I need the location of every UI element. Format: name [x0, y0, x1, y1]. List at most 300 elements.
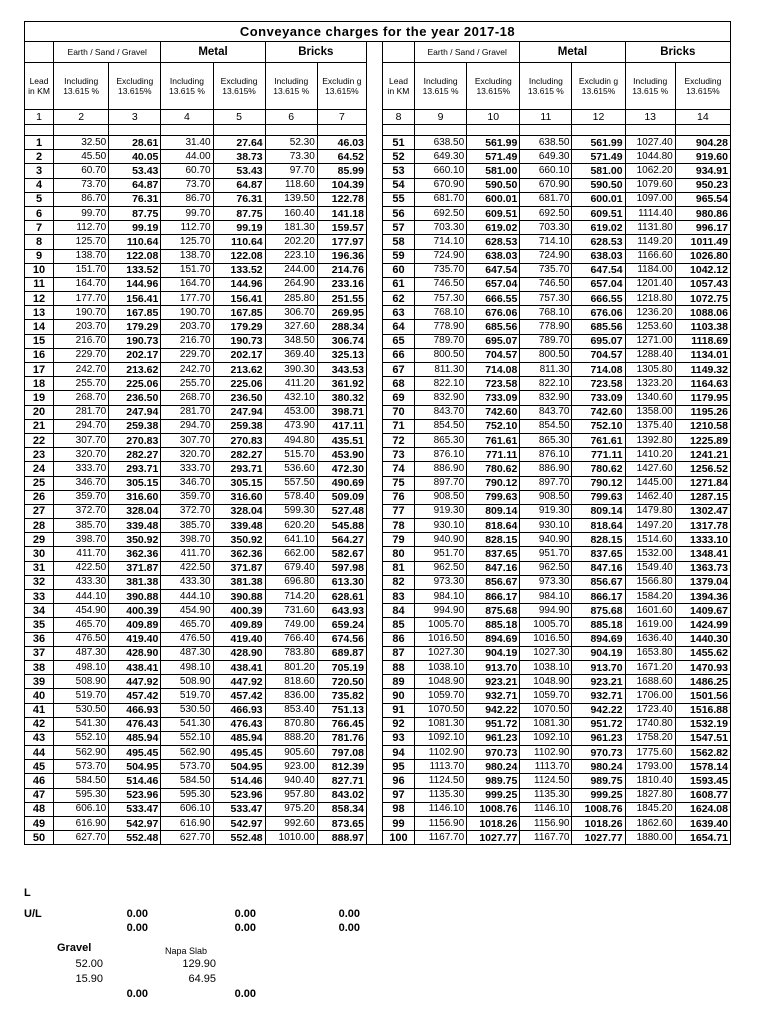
charge-cell: 409.89	[213, 618, 265, 632]
charge-cell: 523.96	[213, 788, 265, 802]
charge-cell: 904.28	[675, 136, 730, 150]
charge-cell: 1079.60	[625, 178, 675, 192]
charge-cell: 723.58	[467, 377, 520, 391]
charge-cell: 346.70	[54, 476, 109, 490]
charge-cell: 268.70	[161, 391, 213, 405]
charge-cell: 1088.06	[675, 306, 730, 320]
lead-km-cell: 88	[382, 660, 414, 674]
charge-cell: 609.51	[572, 206, 625, 220]
column-gap	[366, 731, 382, 745]
table-row	[25, 363, 731, 377]
charge-cell: 1059.70	[520, 689, 572, 703]
charge-cell: 573.70	[54, 760, 109, 774]
charge-cell: 494.80	[265, 433, 317, 447]
charge-cell: 285.80	[265, 292, 317, 306]
charge-cell: 761.61	[467, 433, 520, 447]
charge-cell: 1179.95	[675, 391, 730, 405]
header-including: Including 13.615 %	[265, 63, 317, 110]
charge-cell: 1201.40	[625, 277, 675, 291]
charge-cell: 1027.30	[415, 646, 467, 660]
lead-km-cell: 74	[382, 462, 414, 476]
charge-cell: 638.03	[467, 249, 520, 263]
charge-cell: 46.03	[317, 136, 366, 150]
header-including: Including 13.615 %	[520, 63, 572, 110]
lead-km-cell: 93	[382, 731, 414, 745]
charge-cell: 495.45	[109, 746, 161, 760]
table-row	[25, 391, 731, 405]
charge-cell: 847.16	[467, 561, 520, 575]
lead-km-cell: 4	[25, 178, 54, 192]
charge-cell: 757.30	[520, 292, 572, 306]
lead-km-cell: 96	[382, 774, 414, 788]
charge-cell: 885.18	[572, 618, 625, 632]
charge-cell: 1601.60	[625, 604, 675, 618]
lead-km-cell: 41	[25, 703, 54, 717]
lead-km-cell: 25	[25, 476, 54, 490]
lead-km-cell: 6	[25, 206, 54, 220]
ul-label: U/L	[24, 908, 42, 920]
charge-cell: 409.89	[109, 618, 161, 632]
charge-cell: 1619.00	[625, 618, 675, 632]
charge-cell: 236.50	[213, 391, 265, 405]
spacer-cell	[625, 125, 675, 136]
charge-cell: 1097.00	[625, 192, 675, 206]
charge-cell: 681.70	[520, 192, 572, 206]
charge-cell: 627.70	[54, 831, 109, 845]
column-gap	[366, 675, 382, 689]
charge-cell: 616.90	[161, 817, 213, 831]
charge-cell: 904.19	[467, 646, 520, 660]
column-gap	[366, 802, 382, 816]
charge-cell: 294.70	[54, 419, 109, 433]
column-number: 13	[625, 110, 675, 125]
lead-km-cell: 2	[25, 150, 54, 164]
gravel-value: 52.00	[75, 958, 103, 970]
header-lead: Lead in KM	[25, 63, 54, 110]
column-gap	[366, 646, 382, 660]
table-row	[25, 774, 731, 788]
charge-cell: 307.70	[161, 433, 213, 447]
charge-cell: 751.13	[317, 703, 366, 717]
lead-km-cell: 82	[382, 575, 414, 589]
charge-cell: 179.29	[109, 320, 161, 334]
charge-cell: 190.70	[54, 306, 109, 320]
charge-cell: 923.00	[265, 760, 317, 774]
lead-km-cell: 7	[25, 221, 54, 235]
charge-cell: 359.70	[54, 490, 109, 504]
charge-cell: 1146.10	[520, 802, 572, 816]
table-row	[25, 263, 731, 277]
charge-cell: 293.71	[109, 462, 161, 476]
lead-km-cell: 97	[382, 788, 414, 802]
table-row	[25, 377, 731, 391]
lead-km-cell: 42	[25, 717, 54, 731]
charge-cell: 837.65	[467, 547, 520, 561]
lead-km-cell: 14	[25, 320, 54, 334]
charge-cell: 530.50	[54, 703, 109, 717]
table-row	[25, 788, 731, 802]
column-gap	[366, 561, 382, 575]
charge-cell: 533.47	[109, 802, 161, 816]
charge-cell: 1653.80	[625, 646, 675, 660]
lead-group-blank	[382, 42, 414, 63]
lead-km-cell: 15	[25, 334, 54, 348]
charge-cell: 541.30	[54, 717, 109, 731]
group-bricks-right: Bricks	[625, 42, 730, 63]
column-number: 11	[520, 110, 572, 125]
charge-cell: 1608.77	[675, 788, 730, 802]
lead-km-cell: 81	[382, 561, 414, 575]
charge-cell: 649.30	[520, 150, 572, 164]
charge-cell: 268.70	[54, 391, 109, 405]
charge-cell: 1102.90	[415, 746, 467, 760]
charge-cell: 99.19	[213, 221, 265, 235]
charge-cell: 328.04	[109, 504, 161, 518]
charge-cell: 994.90	[415, 604, 467, 618]
group-earth-right: Earth / Sand / Gravel	[415, 42, 520, 63]
charge-cell: 1775.60	[625, 746, 675, 760]
spacer-cell	[25, 125, 54, 136]
group-bricks-left: Bricks	[265, 42, 366, 63]
charge-cell: 281.70	[54, 405, 109, 419]
charge-cell: 52.30	[265, 136, 317, 150]
lead-km-cell: 91	[382, 703, 414, 717]
charge-cell: 1149.32	[675, 363, 730, 377]
charge-cell: 432.10	[265, 391, 317, 405]
table-row	[25, 746, 731, 760]
charge-cell: 27.64	[213, 136, 265, 150]
charge-cell: 476.43	[109, 717, 161, 731]
charge-cell: 904.19	[572, 646, 625, 660]
lead-km-cell: 67	[382, 363, 414, 377]
charge-cell: 1195.26	[675, 405, 730, 419]
charge-cell: 541.30	[161, 717, 213, 731]
charge-cell: 45.50	[54, 150, 109, 164]
charge-cell: 293.71	[213, 462, 265, 476]
table-row	[25, 618, 731, 632]
charge-cell: 685.56	[572, 320, 625, 334]
charge-cell: 433.30	[54, 575, 109, 589]
charge-cell: 961.23	[467, 731, 520, 745]
charge-cell: 670.90	[415, 178, 467, 192]
charge-cell: 771.11	[467, 448, 520, 462]
charge-cell: 144.96	[109, 277, 161, 291]
column-gap	[366, 192, 382, 206]
charge-cell: 866.17	[572, 590, 625, 604]
charge-cell: 689.87	[317, 646, 366, 660]
charge-cell: 99.19	[109, 221, 161, 235]
charge-cell: 306.74	[317, 334, 366, 348]
charge-cell: 875.68	[572, 604, 625, 618]
table-row	[25, 646, 731, 660]
charge-cell: 316.60	[109, 490, 161, 504]
table-row	[25, 689, 731, 703]
charge-cell: 1057.43	[675, 277, 730, 291]
charge-cell: 768.10	[520, 306, 572, 320]
spacer-cell	[213, 125, 265, 136]
charge-cell: 600.01	[467, 192, 520, 206]
column-gap	[366, 235, 382, 249]
charge-cell: 343.53	[317, 363, 366, 377]
charge-cell: 1164.63	[675, 377, 730, 391]
lead-km-cell: 89	[382, 675, 414, 689]
charge-cell: 1562.82	[675, 746, 730, 760]
charge-cell: 213.62	[213, 363, 265, 377]
column-gap	[366, 249, 382, 263]
lead-km-cell: 8	[25, 235, 54, 249]
charge-cell: 1636.40	[625, 632, 675, 646]
lead-km-cell: 84	[382, 604, 414, 618]
charge-cell: 419.40	[213, 632, 265, 646]
charge-cell: 305.15	[213, 476, 265, 490]
charge-cell: 282.27	[213, 448, 265, 462]
lead-km-cell: 72	[382, 433, 414, 447]
charge-cell: 112.70	[54, 221, 109, 235]
table-row	[25, 419, 731, 433]
charge-cell: 812.39	[317, 760, 366, 774]
lead-km-cell: 28	[25, 519, 54, 533]
charge-cell: 348.50	[265, 334, 317, 348]
column-number: 5	[213, 110, 265, 125]
charge-cell: 1723.40	[625, 703, 675, 717]
ul-value: 0.00	[126, 908, 148, 920]
charge-cell: 242.70	[161, 363, 213, 377]
charge-cell: 203.70	[54, 320, 109, 334]
charge-cell: 1210.58	[675, 419, 730, 433]
charge-cell: 542.97	[109, 817, 161, 831]
column-gap	[366, 178, 382, 192]
charge-cell: 305.15	[109, 476, 161, 490]
charge-cell: 930.10	[415, 519, 467, 533]
charge-cell: 333.70	[161, 462, 213, 476]
charge-cell: 1135.30	[415, 788, 467, 802]
column-gap	[366, 604, 382, 618]
charge-cell: 1027.77	[467, 831, 520, 845]
charge-cell: 638.50	[415, 136, 467, 150]
charge-cell: 1027.30	[520, 646, 572, 660]
charge-cell: 780.62	[572, 462, 625, 476]
charge-cell: 581.00	[467, 164, 520, 178]
charge-cell: 236.50	[109, 391, 161, 405]
table-row	[25, 136, 731, 150]
charge-cell: 957.80	[265, 788, 317, 802]
charge-cell: 316.60	[213, 490, 265, 504]
table-row	[25, 306, 731, 320]
charge-cell: 60.70	[161, 164, 213, 178]
lead-km-cell: 44	[25, 746, 54, 760]
charge-cell: 999.25	[572, 788, 625, 802]
charge-cell: 1358.00	[625, 405, 675, 419]
charge-cell: 735.70	[520, 263, 572, 277]
charge-cell: 138.70	[54, 249, 109, 263]
charge-cell: 133.52	[213, 263, 265, 277]
charge-cell: 561.99	[467, 136, 520, 150]
charge-cell: 666.55	[572, 292, 625, 306]
charge-cell: 1440.30	[675, 632, 730, 646]
lead-km-cell: 35	[25, 618, 54, 632]
lead-km-cell: 9	[25, 249, 54, 263]
charge-cell: 320.70	[161, 448, 213, 462]
charge-cell: 856.67	[467, 575, 520, 589]
lead-km-cell: 18	[25, 377, 54, 391]
table-row	[25, 150, 731, 164]
lead-km-cell: 45	[25, 760, 54, 774]
charge-cell: 876.10	[520, 448, 572, 462]
charge-cell: 854.50	[415, 419, 467, 433]
charge-cell: 752.10	[467, 419, 520, 433]
napa-value: 64.95	[188, 973, 216, 985]
column-gap	[366, 136, 382, 150]
charge-cell: 422.50	[54, 561, 109, 575]
lead-km-cell: 47	[25, 788, 54, 802]
charge-cell: 122.08	[109, 249, 161, 263]
column-gap	[366, 263, 382, 277]
charge-cell: 950.23	[675, 178, 730, 192]
charge-cell: 818.60	[265, 675, 317, 689]
charge-cell: 714.08	[572, 363, 625, 377]
charge-cell: 457.42	[213, 689, 265, 703]
charge-cell: 1038.10	[520, 660, 572, 674]
lead-km-cell: 83	[382, 590, 414, 604]
column-gap	[366, 504, 382, 518]
charge-cell: 628.53	[572, 235, 625, 249]
charge-cell: 229.70	[161, 348, 213, 362]
charge-cell: 454.90	[161, 604, 213, 618]
lead-km-cell: 66	[382, 348, 414, 362]
charge-cell: 1532.00	[625, 547, 675, 561]
charge-cell: 876.10	[415, 448, 467, 462]
charge-cell: 1038.10	[415, 660, 467, 674]
charge-cell: 225.06	[213, 377, 265, 391]
charge-cell: 76.31	[213, 192, 265, 206]
charge-cell: 994.90	[520, 604, 572, 618]
lead-km-cell: 51	[382, 136, 414, 150]
charge-cell: 422.50	[161, 561, 213, 575]
charge-cell: 676.06	[572, 306, 625, 320]
charge-cell: 380.32	[317, 391, 366, 405]
column-gap	[366, 377, 382, 391]
charge-cell: 465.70	[54, 618, 109, 632]
charge-cell: 647.54	[467, 263, 520, 277]
charge-cell: 177.97	[317, 235, 366, 249]
charge-cell: 270.83	[213, 433, 265, 447]
charge-cell: 975.20	[265, 802, 317, 816]
lead-km-cell: 54	[382, 178, 414, 192]
charge-cell: 628.53	[467, 235, 520, 249]
gravel-label: Gravel	[57, 942, 92, 954]
charge-cell: 167.85	[109, 306, 161, 320]
charge-cell: 371.87	[109, 561, 161, 575]
charge-cell: 865.30	[415, 433, 467, 447]
charge-cell: 53.43	[109, 164, 161, 178]
charge-cell: 1092.10	[415, 731, 467, 745]
charge-cell: 372.70	[161, 504, 213, 518]
charge-cell: 465.70	[161, 618, 213, 632]
charge-cell: 1375.40	[625, 419, 675, 433]
charge-cell: 306.70	[265, 306, 317, 320]
charge-cell: 984.10	[415, 590, 467, 604]
lead-km-cell: 21	[25, 419, 54, 433]
lead-km-cell: 40	[25, 689, 54, 703]
charge-cell: 1317.78	[675, 519, 730, 533]
ul-value: 0.00	[126, 922, 148, 934]
charge-cell: 923.21	[572, 675, 625, 689]
charge-cell: 64.87	[109, 178, 161, 192]
charge-cell: 542.97	[213, 817, 265, 831]
charge-cell: 942.22	[572, 703, 625, 717]
spacer-cell	[382, 125, 414, 136]
charge-cell: 809.14	[467, 504, 520, 518]
charge-cell: 1462.40	[625, 490, 675, 504]
charge-cell: 1026.80	[675, 249, 730, 263]
charge-cell: 999.25	[467, 788, 520, 802]
charge-cell: 213.62	[109, 363, 161, 377]
charge-cell: 992.60	[265, 817, 317, 831]
charge-cell: 908.50	[415, 490, 467, 504]
charge-cell: 660.10	[520, 164, 572, 178]
charge-cell: 1008.76	[467, 802, 520, 816]
charge-cell: 1427.60	[625, 462, 675, 476]
charge-cell: 641.10	[265, 533, 317, 547]
charge-cell: 962.50	[415, 561, 467, 575]
charge-cell: 582.67	[317, 547, 366, 561]
charge-cell: 361.92	[317, 377, 366, 391]
charge-cell: 692.50	[520, 206, 572, 220]
charge-cell: 1010.00	[265, 831, 317, 845]
charge-cell: 164.70	[161, 277, 213, 291]
charge-cell: 1059.70	[415, 689, 467, 703]
charge-cell: 476.50	[161, 632, 213, 646]
charge-cell: 930.10	[520, 519, 572, 533]
charge-cell: 229.70	[54, 348, 109, 362]
charge-cell: 1042.12	[675, 263, 730, 277]
charge-cell: 202.17	[213, 348, 265, 362]
lead-km-cell: 16	[25, 348, 54, 362]
charge-cell: 853.40	[265, 703, 317, 717]
table-row	[25, 519, 731, 533]
column-gap	[366, 334, 382, 348]
charge-cell: 780.62	[467, 462, 520, 476]
charge-cell: 590.50	[572, 178, 625, 192]
charge-cell: 1167.70	[415, 831, 467, 845]
table-row	[25, 504, 731, 518]
charge-cell: 1225.89	[675, 433, 730, 447]
charge-cell: 1392.80	[625, 433, 675, 447]
lead-km-cell: 79	[382, 533, 414, 547]
charge-cell: 1005.70	[520, 618, 572, 632]
charge-cell: 327.60	[265, 320, 317, 334]
charge-cell: 888.97	[317, 831, 366, 845]
lead-km-cell: 62	[382, 292, 414, 306]
header-including: Including 13.615 %	[161, 63, 213, 110]
charge-cell: 733.09	[572, 391, 625, 405]
charge-cell: 1793.00	[625, 760, 675, 774]
lead-km-cell: 86	[382, 632, 414, 646]
lead-km-cell: 13	[25, 306, 54, 320]
charge-cell: 519.70	[54, 689, 109, 703]
charge-cell: 870.80	[265, 717, 317, 731]
charge-cell: 809.14	[572, 504, 625, 518]
charge-cell: 1167.70	[520, 831, 572, 845]
charge-cell: 1445.00	[625, 476, 675, 490]
charge-cell: 466.93	[213, 703, 265, 717]
charge-cell: 731.60	[265, 604, 317, 618]
charge-cell: 662.00	[265, 547, 317, 561]
charge-cell: 886.90	[520, 462, 572, 476]
lead-group-blank	[25, 42, 54, 63]
column-gap	[366, 277, 382, 291]
charge-cell: 799.63	[467, 490, 520, 504]
